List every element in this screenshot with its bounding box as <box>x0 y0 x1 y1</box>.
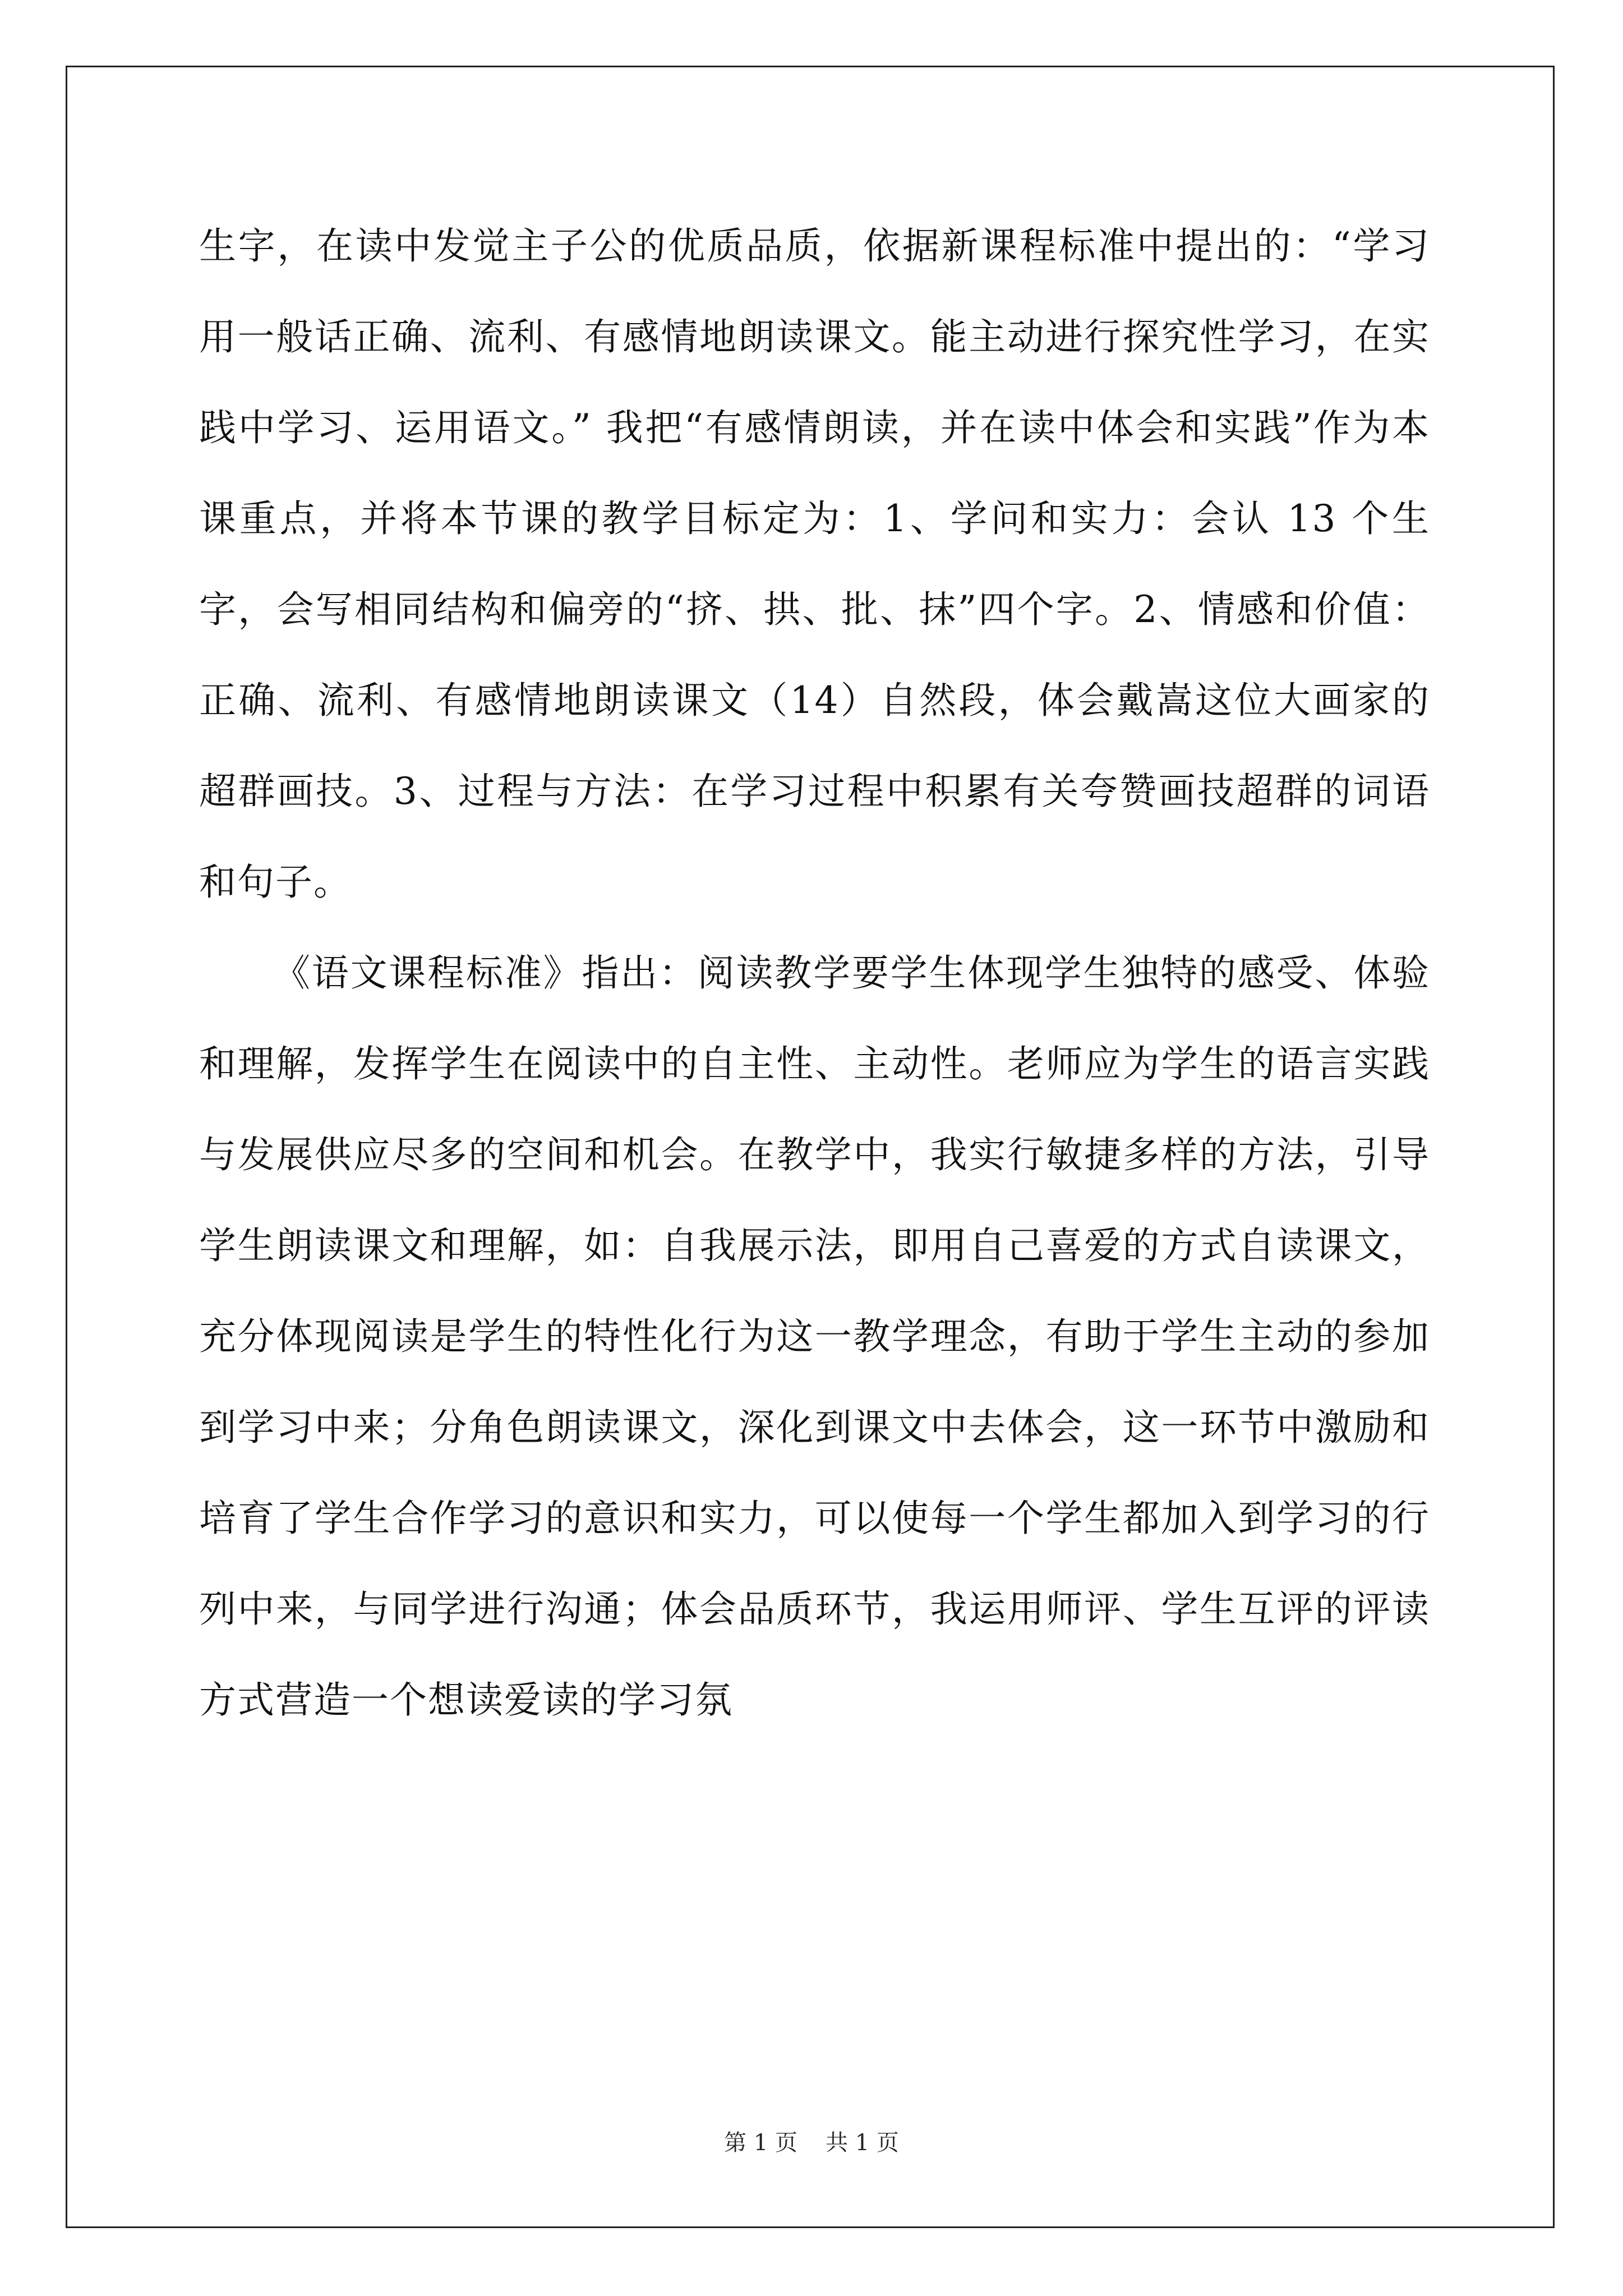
page-number-total: 共 1 页 <box>826 2130 899 2156</box>
paragraph-1: 生字，在读中发觉主子公的优质品质，依据新课程标准中提出的：“学习用一般话正确、流利、有感情地朗读课文。能主动进行探究性学习，在实践中学习、运用语文。” 我把“有感情朗读，并在读中体会和实践”作为本课重点，并将本节课的教学目标定为：1、学问和实力：会认 13 个生字，会写相同结构和偏旁的“挤、拱、批、抹”四个字。2、情感和价值：正确、流利、有感情地朗读课文（14）自然段，体会戴嵩这位大画家的超群画技。3、过程与方法：在学习过程中积累有关夸赞画技超群的词语和句子。 <box>199 224 1430 904</box>
page-footer <box>0 2125 1623 2157</box>
document-body <box>199 201 1430 1746</box>
paragraph-2: 《语文课程标准》指出：阅读教学要学生体现学生独特的感受、体验和理解，发挥学生在阅读中的自主性、主动性。老师应为学生的语言实践与发展供应尽多的空间和机会。在教学中，我实行敏捷多样的方法，引导学生朗读课文和理解，如：自我展示法，即用自己喜爱的方式自读课文，充分体现阅读是学生的特性化行为这一教学理念，有助于学生主动的参加到学习中来；分角色朗读课文，深化到课文中去体会，这一环节中激励和培育了学生合作学习的意识和实力，可以使每一个学生都加入到学习的行列中来，与同学进行沟通；体会品质环节，我运用师评、学生互评的评读方式营造一个想读爱读的学习氛 <box>199 951 1430 1722</box>
page-number-current: 第 1 页 <box>724 2130 797 2156</box>
